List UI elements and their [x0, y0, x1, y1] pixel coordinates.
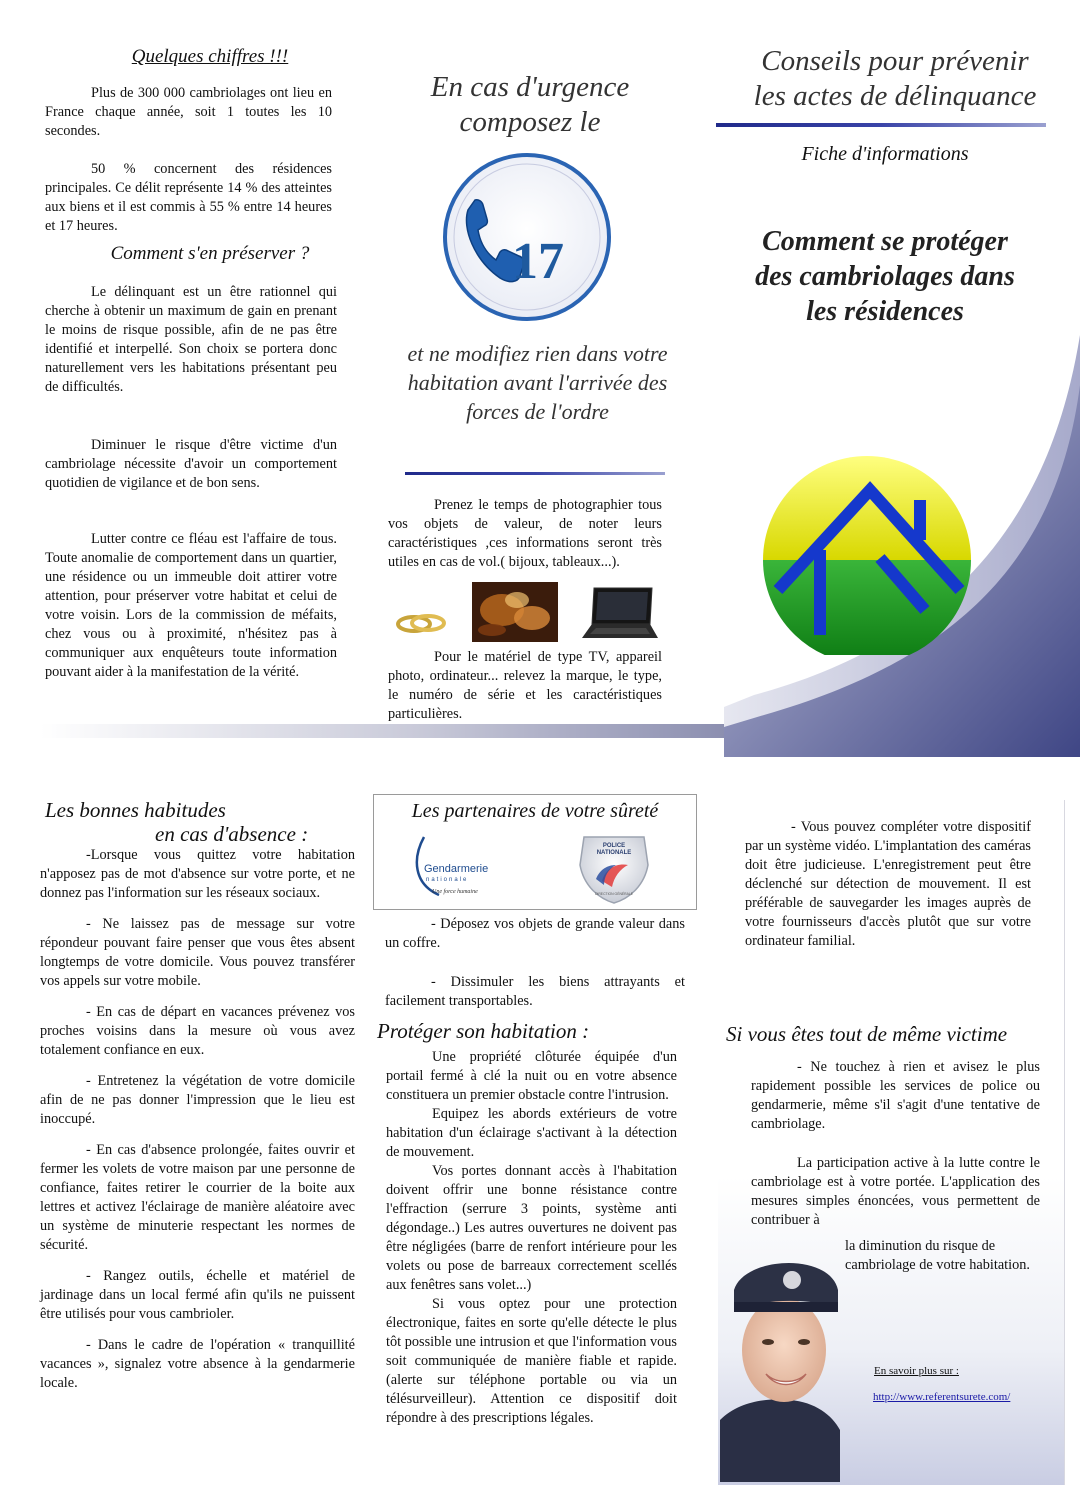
police-nationale-logo — [574, 831, 654, 907]
paragraph: Equipez les abords extérieurs de votre habitation d'un éclairage s'activant à la détection de mouvement. — [386, 1106, 677, 1160]
website-link[interactable]: http://www.referentsurete.com/ — [873, 1391, 1011, 1403]
house-logo — [760, 440, 975, 655]
list-item: - En cas d'absence prolongée, faites ouvrir et fermer les volets de votre maison par une personne de confiance, faites retirer le courrier de la boite aux lettres et activez l'éclairage de manière aléatoire avec un système de minuterie respectant les normes de sécurité. — [40, 1142, 355, 1253]
paragraph: Une propriété clôturée équipée d'un portail fermé à clé la nuit ou en votre absence constituera un premier obstacle contre l'intrusion. — [386, 1049, 677, 1103]
emergency-number: 17 — [512, 233, 564, 290]
protect-body — [386, 1048, 677, 1428]
phone-17-emblem — [440, 150, 615, 325]
police-ring: DIRECTION GÉNÉRALE — [594, 892, 634, 896]
habits-list — [40, 846, 355, 1393]
cover-subtitle: Fiche d'informations — [801, 143, 969, 165]
urgence-line-2: composez le — [459, 106, 601, 138]
paragraph: Si vous optez pour une protection électronique, faites en sorte qu'elle détecte le plus tôt possible une intrusion et que l'information vous soit communiquée de manière fiable et rapide. (alerte sur téléphone portable ou via un télésurveilleur). Attention ce dispositif doit répondre à des prescriptions légales. — [386, 1296, 677, 1426]
paragraph: Prenez le temps de photographier tous vos objets de valeur, de noter leurs caractéristiques ,ces informations seront très utiles en cas de vol.( bijoux, tableaux...). — [388, 497, 662, 570]
cover-title-line-1: Conseils pour prévenir — [761, 45, 1029, 77]
list-item: - Rangez outils, échelle et matériel de jardinage dans un local fermé afin qu'ils ne puissent être utilisés pour vous cambrioler. — [40, 1268, 355, 1322]
list-item: -Lorsque vous quittez votre habitation n'apposez pas de mot d'absence sur votre porte, et ne donnez pas l'information sur les réseaux sociaux. — [40, 847, 355, 901]
police-line-2: NATIONALE — [596, 850, 632, 856]
gendarmerie-sub: nationale — [426, 877, 469, 883]
more-info-label: En savoir plus sur : — [874, 1365, 959, 1377]
victim-title: Si vous êtes tout de même victime — [726, 1022, 1008, 1046]
cover-heading-line-1: Comment se protéger — [762, 226, 1008, 257]
list-item: - Dans le cadre de l'opération « tranquillité vacances », signalez votre absence à la gendarmerie locale. — [40, 1337, 355, 1391]
police-line-1: POLICE — [602, 843, 626, 849]
partners-title: Les partenaires de votre sûreté — [411, 800, 659, 822]
column-separator — [1064, 800, 1065, 1485]
cover-heading — [720, 224, 1050, 329]
divider — [716, 123, 1046, 127]
decor-band — [40, 724, 724, 738]
paragraph: 50 % concernent des résidences principales. Ce délit représente 14 % des atteintes aux biens et il est commis à 55 % entre 14 heures et 17 heures. — [45, 161, 332, 234]
paragraph: - Dissimuler les biens attrayants et facilement transportables. — [385, 974, 685, 1009]
police-officer-photo — [720, 1250, 840, 1482]
habits-title-line-1: Les bonnes habitudes — [45, 798, 226, 822]
laptop-image — [580, 584, 660, 642]
paragraph: - Vous pouvez compléter votre dispositif par un système vidéo. L'implantation des caméras doit être judicieuse. L'enregistrement peut être déclenché sur détection de mouvement. Il est préférable de sauvegarder les images auprès de votre fournisseurs d'accès plutôt que sur votre ordinateur familial. — [745, 819, 1031, 949]
paragraph: - Déposez vos objets de grande valeur dans un coffre. — [385, 916, 685, 951]
paragraph: la diminution du risque de cambriolage de votre habitation. — [845, 1238, 1030, 1273]
list-item: - Ne laissez pas de message sur votre répondeur pouvant faire penser que vous êtes absent longtemps de votre domicile. Vous pouvez transférer vos appels sur votre mobile. — [40, 916, 355, 989]
protect-title: Protéger son habitation : — [377, 1019, 590, 1043]
list-item: - En cas de départ en vacances prévenez vos proches voisins dans la mesure où vous avez totalement confiance en eux. — [40, 1004, 355, 1058]
cover-heading-line-2: des cambriolages dans — [755, 261, 1015, 292]
partners-box — [373, 794, 697, 910]
cover-title-line-2: les actes de délinquance — [753, 80, 1037, 112]
gendarmerie-name: Gendarmerie — [424, 863, 489, 875]
cover-title — [725, 44, 1065, 114]
rings-image — [394, 606, 450, 640]
section-title-preserver: Comment s'en préserver ? — [110, 243, 310, 264]
section-title-chiffres: Quelques chiffres !!! — [131, 46, 289, 67]
paragraph: Lutter contre ce fléau est l'affaire de tous. Toute anomalie de comportement dans un quartier, une résidence ou un immeuble doit attirer votre attention, pour préserver votre habitat et celui de votre voisin. Lors de la commission de méfaits, chez vous ou à proximité, n'hésitez pas à communiquer aux enquêteurs toute information pouvant aider à la manifestation de la vérité. — [45, 531, 337, 680]
urgence-line-1: En cas d'urgence — [430, 71, 630, 103]
gendarmerie-logo — [404, 829, 514, 907]
urgence-heading — [385, 70, 675, 140]
cover-heading-line-3: les résidences — [806, 296, 964, 327]
paragraph: Plus de 300 000 cambriolages ont lieu en France chaque année, soit 1 toutes les 10 secondes. — [45, 85, 332, 139]
list-item: - Entretenez la végétation de votre domicile afin de ne pas donner l'impression que le lieu est inoccupé. — [40, 1073, 355, 1127]
gendarmerie-motto: Une force humaine — [432, 889, 478, 895]
habits-title — [45, 798, 365, 846]
paragraph: Pour le matériel de type TV, appareil photo, ordinateur... relevez la marque, le type, le numéro de série et les caractéristiques particulières. — [388, 649, 662, 722]
paragraph: La participation active à la lutte contre le cambriolage est à votre portée. L'application des mesures simples énoncées, vous permettent de contribuer à — [751, 1155, 1040, 1228]
divider — [405, 472, 665, 475]
paragraph: Vos portes donnant accès à l'habitation doivent offrir une bonne résistance contre l'effraction (serrure 3 points, système anti dégondage..) Les autres ouvertures ne doivent pas être négligées (barre de renfort intérieure pour les volets ou pose de barreaux correctement scellés aux fenêtres sans volet...) — [386, 1163, 677, 1293]
paragraph: Le délinquant est un être rationnel qui cherche à obtenir un maximum de gain en prenant le moins de risque possible, afin de ne pas être identifié et interpellé. Son choix se portera donc naturellement vers les habitations présentant peu de difficultés. — [45, 284, 337, 395]
painting-image — [472, 582, 558, 642]
paragraph: Diminuer le risque d'être victime d'un cambriolage nécessite d'avoir un comportement quotidien de vigilance et de bon sens. — [45, 437, 337, 491]
paragraph: - Ne touchez à rien et avisez le plus rapidement possible les services de police ou gendarmerie, même s'il s'agit d'une tentative de cambriolage. — [751, 1059, 1040, 1132]
warning-text: et ne modifiez rien dans votre habitation avant l'arrivée des forces de l'ordre — [407, 341, 668, 424]
habits-title-line-2: en cas d'absence : — [155, 822, 309, 846]
